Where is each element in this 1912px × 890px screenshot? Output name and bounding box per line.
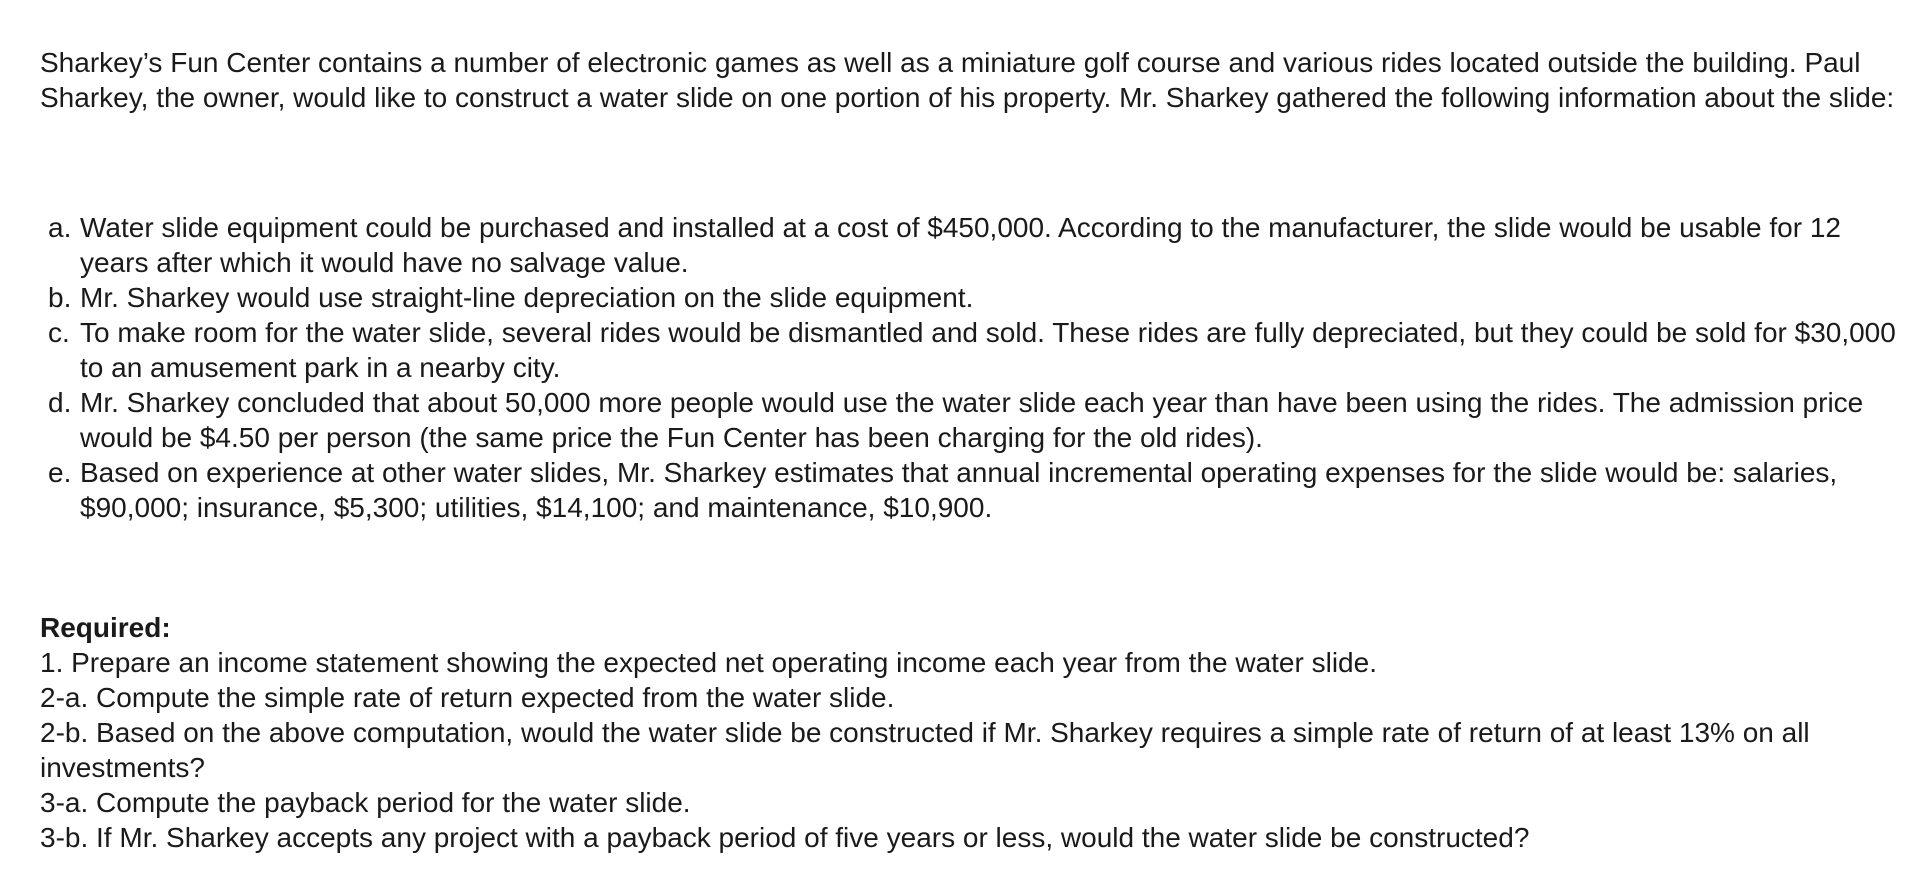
fact-item-d [40, 385, 1900, 455]
fact-marker: a. [48, 212, 72, 243]
required-section [40, 610, 1900, 855]
fact-marker: c. [48, 317, 70, 348]
fact-text: Water slide equipment could be purchased and installed at a cost of $450,000. According to the manufacturer, the slide would be usable for 12 years after which it would have no salvage value. [80, 212, 1841, 278]
fact-text: To make room for the water slide, several rides would be dismantled and sold. These rides are fully depreciated, but they could be sold for $30,000 to an amusement park in a nearby city. [80, 317, 1896, 383]
required-item-3a: 3-a. Compute the payback period for the water slide. [40, 787, 691, 818]
required-item-1: 1. Prepare an income statement showing the expected net operating income each year from the water slide. [40, 647, 1377, 678]
fact-text: Based on experience at other water slides, Mr. Sharkey estimates that annual incremental operating expenses for the slide would be: salaries, $90,000; insurance, $5,300; utilities, $14,100; and maintenance, $10,900. [80, 457, 1838, 523]
fact-marker: e. [48, 457, 72, 488]
fact-marker: b. [48, 282, 72, 313]
fact-text: Mr. Sharkey would use straight-line depreciation on the slide equipment. [80, 282, 974, 313]
fact-item-c [40, 315, 1900, 385]
intro-paragraph: Sharkey’s Fun Center contains a number of electronic games as well as a miniature golf course and various rides located outside the building. Paul Sharkey, the owner, would like to construct a water slide on one portion of his property. Mr. Sharkey gathered the following information about the slide: [40, 47, 1895, 113]
required-item-2a: 2-a. Compute the simple rate of return expected from the water slide. [40, 682, 895, 713]
fact-item-a [40, 210, 1900, 280]
required-heading: Required: [40, 612, 171, 643]
fact-item-e [40, 455, 1900, 525]
required-item-3b: 3-b. If Mr. Sharkey accepts any project with a payback period of five years or less, would the water slide be constructed? [40, 822, 1530, 853]
required-item-2b: 2-b. Based on the above computation, would the water slide be constructed if Mr. Sharkey requires a simple rate of return of at least 13% on all investments? [40, 717, 1810, 783]
fact-item-b [40, 280, 1900, 315]
facts-list [40, 210, 1900, 525]
fact-marker: d. [48, 387, 72, 418]
fact-text: Mr. Sharkey concluded that about 50,000 more people would use the water slide each year than have been using the rides. The admission price would be $4.50 per person (the same price the Fun Center has been charging for the old rides). [80, 387, 1864, 453]
